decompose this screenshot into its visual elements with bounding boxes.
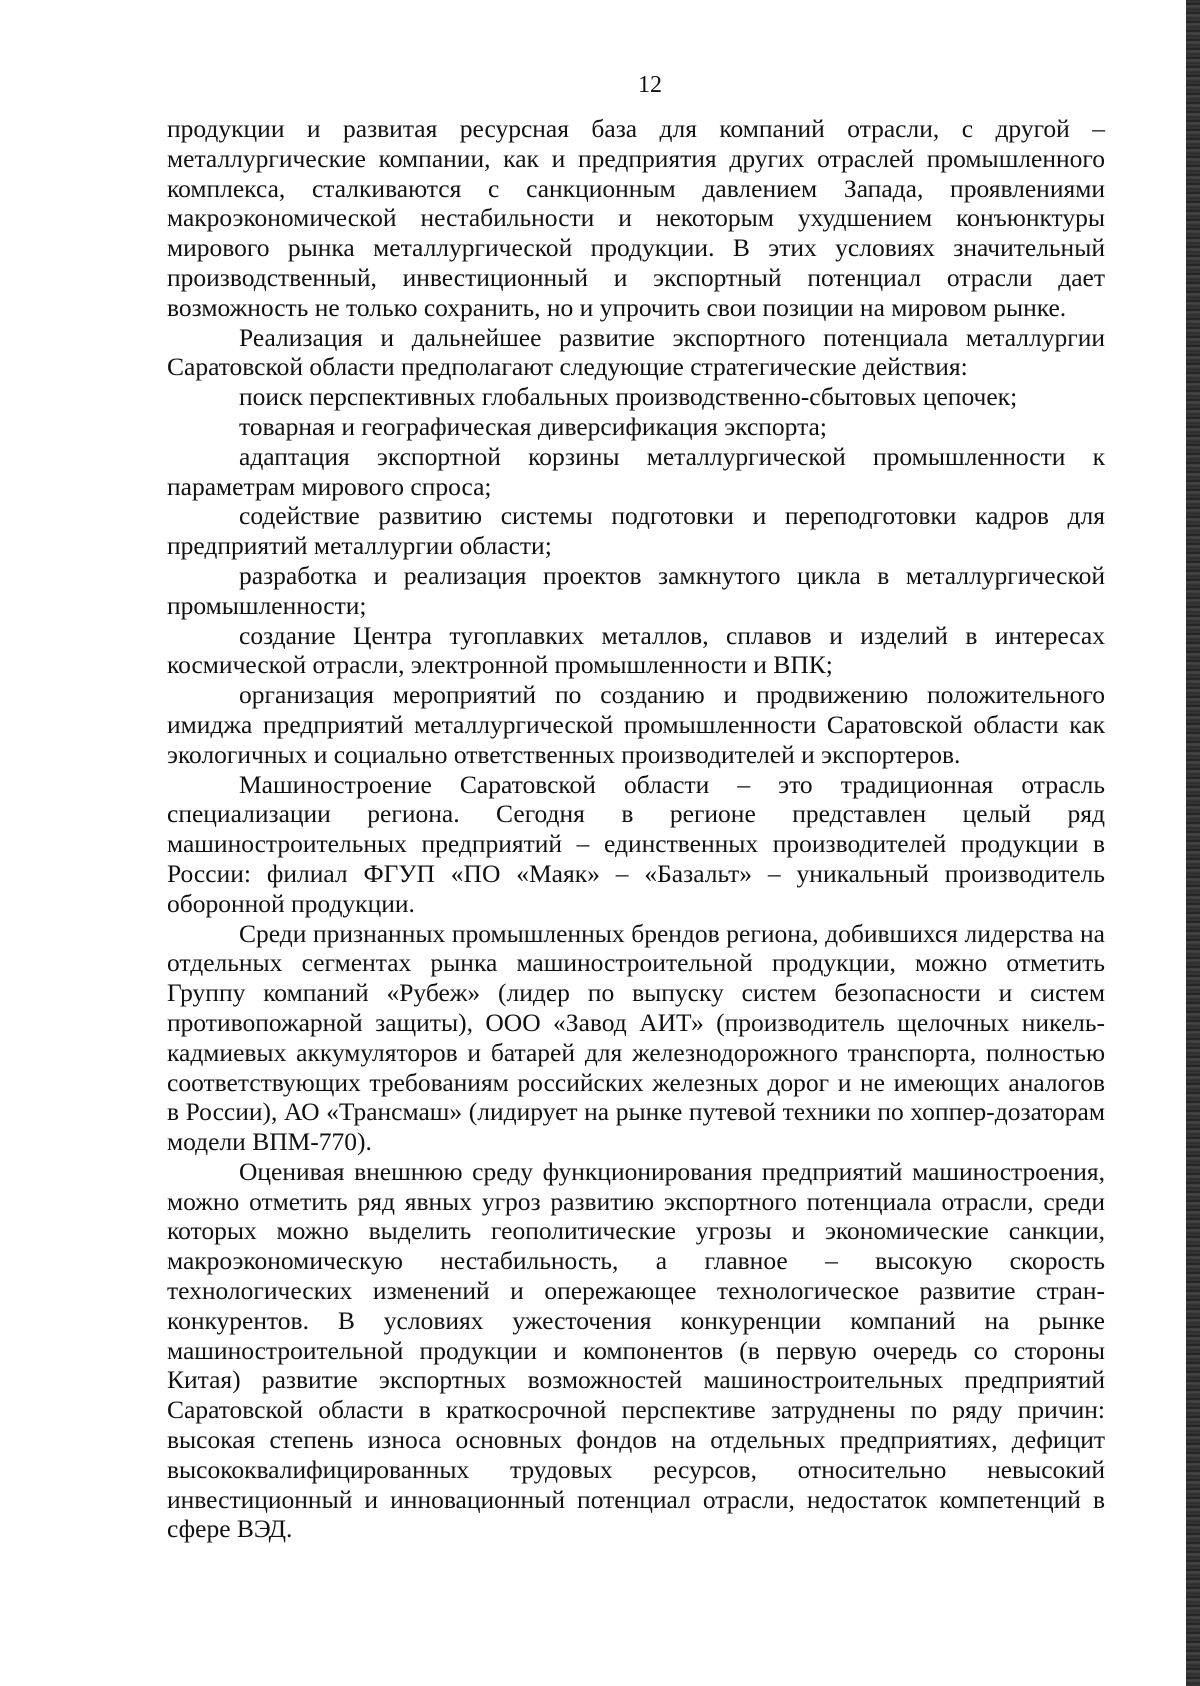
- document-body: [167, 114, 1105, 1544]
- paragraph-external-threats: Оценивая внешнюю среду функционирования предприятий машиностроения, можно отметить ряд явных угроз развитию экспортного потенциала отрасли, среди которых можно выделить геополитические угрозы и экономические санкции, макроэкономическую нестабильность, а главное – высокую скорость технологических изменений и опережающее технологическое развитие стран-конкурентов. В условиях ужесточения конкуренции компаний на рынке машиностроительной продукции и компонентов (в первую очередь со стороны Китая) развитие экспортных возможностей машиностроительных предприятий Саратовской области в краткосрочной перспективе затруднены по ряду причин: высокая степень износа основных фондов на отдельных предприятиях, дефицит высококвалифицированных трудовых ресурсов, относительно невысокий инвестиционный и инновационный потенциал отрасли, недостаток компетенций в сфере ВЭД.: [167, 1156, 1105, 1544]
- paragraph-industrial-brands: Среди признанных промышленных брендов региона, добившихся лидерства на отдельных сегментах рынка машиностроительной продукции, можно отметить Группу компаний «Рубеж» (лидер по выпуску систем безопасности и систем противопожарной защиты), ООО «Завод АИТ» (производитель щелочных никель-кадмиевых аккумуляторов и батарей для железнодорожного транспорта, полностью соответствующих требованиям российских железных дорог и не имеющих аналогов в России), АО «Трансмаш» (лидирует на рынке путевой техники по хоппер-дозаторам модели ВПМ-770).: [167, 918, 1105, 1157]
- list-item-closed-cycle: разработка и реализация проектов замкнутого цикла в металлургической промышленности;: [167, 560, 1105, 620]
- paragraph-export-strategy-intro: Реализация и дальнейшее развитие экспортного потенциала металлургии Саратовской области предполагают следующие стратегические действия:: [167, 322, 1105, 382]
- list-item-refractory-center: создание Центра тугоплавких металлов, сплавов и изделий в интересах космической отрасли, электронной промышленности и ВПК;: [167, 620, 1105, 680]
- page-number: 12: [638, 72, 662, 98]
- list-item-image-promotion: организация мероприятий по созданию и продвижению положительного имиджа предприятий металлургической промышленности Саратовской области как экологичных и социально ответственных производителей и экспортеров.: [167, 680, 1105, 769]
- scanned-page-edge: [1186, 0, 1200, 1686]
- list-item-value-chains: поиск перспективных глобальных производственно-сбытовых цепочек;: [239, 382, 1018, 412]
- list-item-diversification: товарная и географическая диверсификация экспорта;: [239, 411, 827, 441]
- list-item-export-basket: адаптация экспортной корзины металлургической промышленности к параметрам мирового спроса;: [167, 441, 1105, 501]
- paragraph-machine-building: Машиностроение Саратовской области – это традиционная отрасль специализации региона. Сегодня в регионе представлен целый ряд машиностроительных предприятий – единственных производителей продукции в России: филиал ФГУП «ПО «Маяк» – «Базальт» – уникальный производитель оборонной продукции.: [167, 769, 1105, 918]
- paragraph-metallurgy-context: продукции и развитая ресурсная база для компаний отрасли, с другой – металлургические компании, как и предприятия других отраслей промышленного комплекса, сталкиваются с санкционным давлением Запада, проявлениями макроэкономической нестабильности и некоторым ухудшением конъюнктуры мирового рынка металлургической продукции. В этих условиях значительный производственный, инвестиционный и экспортный потенциал отрасли дает возможность не только сохранить, но и упрочить свои позиции на мировом рынке.: [167, 114, 1105, 322]
- list-item-staff-training: содействие развитию системы подготовки и переподготовки кадров для предприятий металлургии области;: [167, 501, 1105, 561]
